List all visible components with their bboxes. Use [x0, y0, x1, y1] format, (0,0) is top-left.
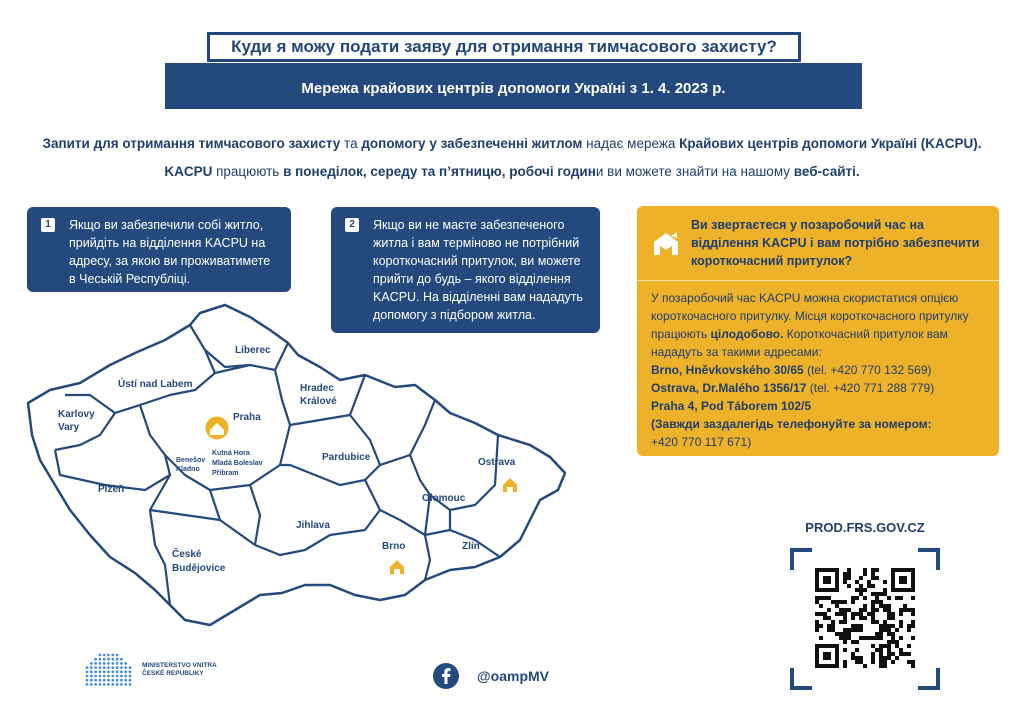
website-link[interactable]: веб-сайті. [793, 164, 860, 179]
divider [637, 280, 999, 281]
intro-plain-4: и ви можете знайти на нашому [595, 164, 794, 179]
page-title [207, 32, 801, 62]
facebook-icon[interactable] [433, 663, 459, 689]
intro-line-2 [0, 158, 1024, 186]
label-zlin: Zlín [462, 541, 480, 552]
intro-bold-3: Крайових центрів допомоги Україні (KACPU). [679, 136, 982, 151]
page-title-text: Куди я можу подати заяву для отримання тимчасового захисту? [231, 37, 777, 56]
ministry-line-2: ČESKÉ REPUBLIKY [142, 670, 204, 677]
intro-bold-5: в понеділок, середу та п’ятницю, робочі годин [283, 164, 596, 179]
ministry-line-1: MINISTERSTVO VNITRA [142, 662, 217, 669]
label-hradec-2: Králové [300, 396, 337, 407]
label-mlada-boleslav: Mladá Boleslav [212, 460, 263, 467]
social-handle[interactable]: @oampMV [477, 668, 549, 684]
label-ostrava: Ostrava [478, 457, 516, 468]
emergency-shelter-card [637, 206, 999, 456]
intro-text [0, 130, 1024, 186]
label-olomouc: Olomouc [422, 493, 466, 504]
emergency-text-a: У позаробочий час KACPU можна скористатися опцією короткочасного притулку. Місця короткочасного притулку працюють [651, 291, 969, 341]
emergency-title [651, 216, 985, 276]
step-2-number: 2 [345, 218, 359, 232]
address-ostrava-street: Ostrava, Dr.Malého 1356/17 [651, 381, 807, 395]
label-praha: Praha [233, 412, 261, 423]
emergency-text-b: цілодобово. [710, 327, 784, 341]
intro-bold-2: допомогу у забезпеченні житлом [361, 136, 583, 151]
label-karlovy-2: Vary [58, 422, 80, 433]
call-note-phone[interactable]: +420 770 117 671) [651, 435, 752, 449]
step-1-text: Якщо ви забезпечили собі житло, прийдіть на відділення KACPU на адресу, за якою ви проживатимете в Чеській Республіці. [69, 218, 271, 286]
address-brno-street: Brno, Hněvkovského 30/65 [651, 363, 804, 377]
emergency-body [651, 289, 985, 361]
label-liberec: Liberec [235, 345, 271, 356]
label-hradec-1: Hradec [300, 383, 334, 394]
intro-bold-1: Запити для отримання тимчасового захисту [42, 136, 341, 151]
label-pardubice: Pardubice [322, 452, 371, 463]
shelter-icon [651, 228, 681, 258]
ministry-logo [84, 650, 244, 690]
subtitle-text: Мережа крайових центрів допомоги Україні з 1. 4. 2023 р. [301, 79, 726, 97]
czech-regions-map [20, 295, 620, 640]
label-pribram: Příbram [212, 470, 239, 477]
address-brno [651, 361, 985, 379]
intro-plain-3: працюють [212, 164, 284, 179]
label-cb-1: České [172, 549, 202, 560]
label-cb-2: Budějovice [172, 563, 226, 574]
label-usti: Ústí nad Labem [118, 379, 193, 390]
label-brno: Brno [382, 541, 406, 552]
ministry-name [142, 662, 232, 678]
intro-bold-4: KACPU [164, 164, 213, 179]
subtitle-banner [165, 63, 862, 109]
address-praha-street: Praha 4, Pod Táborem 102/5 [651, 399, 812, 413]
call-note-text: (Завжди заздалегідь телефонуйте за номером: [651, 417, 932, 431]
address-ostrava [651, 379, 985, 397]
address-praha [651, 397, 985, 415]
label-karlovy-1: Karlovy [58, 409, 95, 420]
label-plzen: Plzeň [98, 484, 125, 495]
website-url[interactable]: PROD.FRS.GOV.CZ [805, 520, 925, 535]
intro-plain-2: надає мережа [582, 136, 680, 151]
step-2-text: Якщо ви не маєте забезпеченого житла і вам терміново не потрібний короткочасний притулок, ви можете прийти до будь – якого відділення KACPU. На відділенні вам нададуть допомогу з підбором житла. [373, 218, 583, 322]
intro-line-1 [0, 130, 1024, 158]
label-benesov: Benešov [176, 457, 206, 464]
address-ostrava-phone[interactable]: (tel. +420 771 288 779) [806, 381, 935, 395]
call-note [651, 415, 985, 433]
social-block [433, 662, 549, 690]
label-jihlava: Jihlava [296, 520, 330, 531]
step-1-number: 1 [41, 218, 55, 232]
label-kladno: Kladno [176, 466, 200, 473]
ministry-emblem-icon [84, 652, 134, 688]
intro-plain-1: та [340, 136, 362, 151]
address-brno-phone[interactable]: (tel. +420 770 132 569) [803, 363, 932, 377]
emergency-text-c: Короткочасний притулок вам нададуть за такими адресами: [651, 327, 948, 359]
qr-code[interactable] [790, 548, 940, 690]
step-1-card [27, 207, 291, 292]
label-kutna-hora: Kutná Hora [212, 450, 250, 457]
emergency-title-text: Ви звертаєтеся у позаробочий час на відділення KACPU і вам потрібно забезпечити короткочасний притулок? [691, 218, 980, 268]
